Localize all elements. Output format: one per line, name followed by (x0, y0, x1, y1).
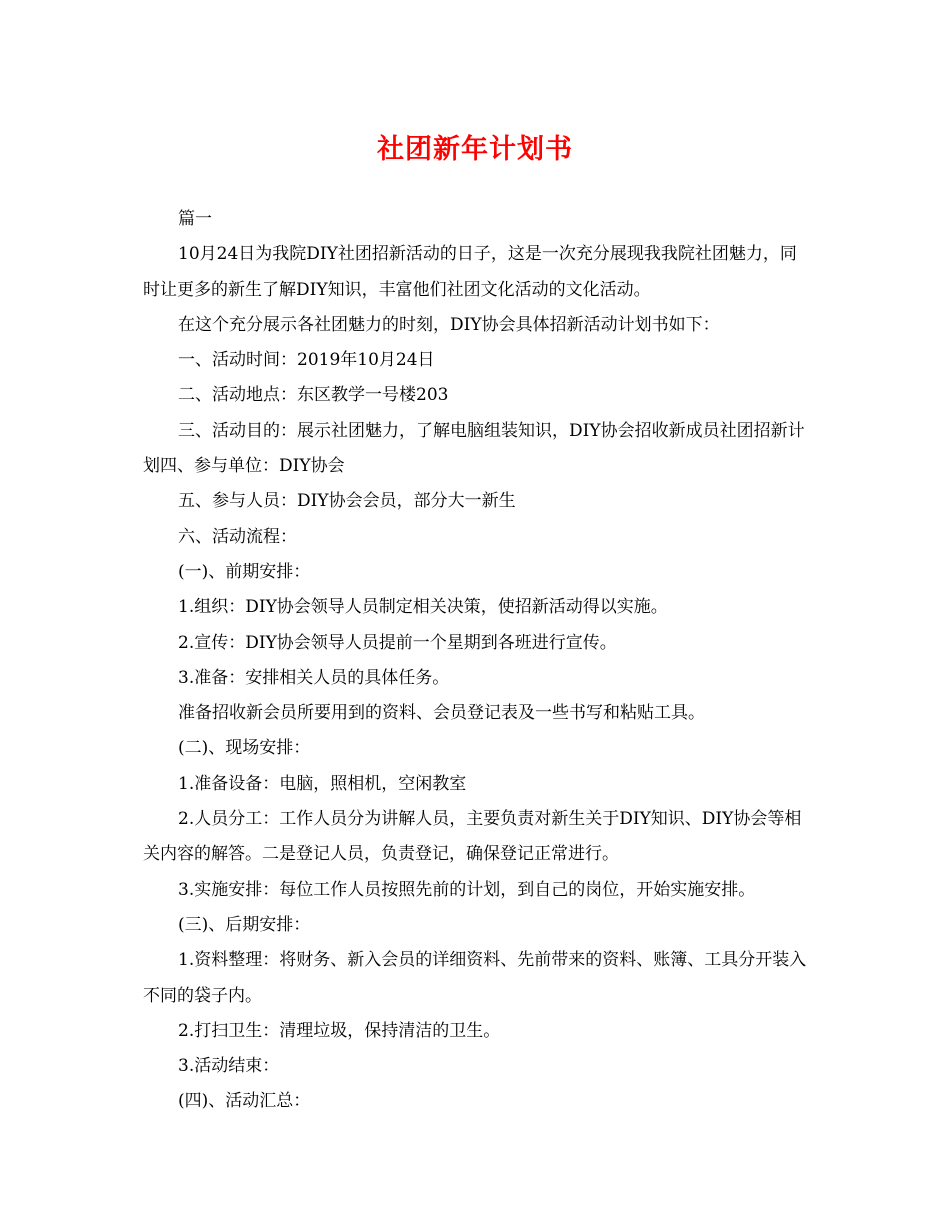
paragraph-activity-purpose: 三、活动目的：展示社团魅力，了解电脑组装知识，DIY协会招收新成员社团招新计划四、参与单位：DIY协会 (143, 420, 805, 477)
paragraph-staff-division: 2.人员分工：工作人员分为讲解人员，主要负责对新生关于DIY知识、DIY协会等相关内容的解答。二是登记人员，负责登记，确保登记正常进行。 (143, 809, 802, 865)
paragraph-prepare-materials: 准备招收新会员所要用到的资料、会员登记表及一些书写和粘贴工具。 (178, 703, 705, 724)
paragraph-participants: 五、参与人员：DIY协会会员，部分大一新生 (178, 491, 516, 512)
paragraph-post-arrangement-heading: (三)、后期安排： (178, 914, 311, 935)
paragraph-process-heading: 六、活动流程： (178, 526, 297, 547)
document-body (143, 202, 811, 1120)
paragraph-activity-time: 一、活动时间：2019年10月24日 (178, 350, 435, 371)
paragraph-onsite-heading: (二)、现场安排： (178, 738, 311, 759)
paragraph-implementation: 3.实施安排：每位工作人员按照先前的计划，到自己的岗位，开始实施安排。 (178, 879, 756, 900)
paragraph-data-sorting: 1.资料整理：将财务、新入会员的详细资料、先前带来的资料、账簿、工具分开装入不同的袋子内。 (143, 950, 807, 1006)
paragraph-publicity: 2.宣传：DIY协会领导人员提前一个星期到各班进行宣传。 (178, 632, 617, 653)
paragraph-activity-location: 二、活动地点：东区教学一号楼203 (178, 385, 449, 406)
paragraph-intro: 10月24日为我院DIY社团招新活动的日子，这是一次充分展现我我院社团魅力，同时让更多的新生了解DIY知识，丰富他们社团文化活动的文化活动。 (143, 244, 797, 300)
paragraph-summary-heading: (四)、活动汇总： (178, 1091, 311, 1112)
document-title: 社团新年计划书 (377, 134, 573, 165)
paragraph-pre-arrangement-heading: (一)、前期安排： (178, 561, 311, 582)
paragraph-prepare: 3.准备：安排相关人员的具体任务。 (178, 667, 450, 688)
paragraph-cleaning: 2.打扫卫生：清理垃圾，保持清洁的卫生。 (178, 1020, 501, 1041)
paragraph-plan-lead: 在这个充分展示各社团魅力的时刻，DIY协会具体招新活动计划书如下： (178, 314, 720, 335)
paragraph-organize: 1.组织：DIY协会领导人员制定相关决策，使招新活动得以实施。 (178, 597, 668, 618)
paragraph-activity-end: 3.活动结束： (178, 1056, 280, 1077)
paragraph-section-label: 篇一 (178, 209, 212, 229)
paragraph-equipment: 1.准备设备：电脑，照相机，空闲教室 (178, 773, 467, 794)
